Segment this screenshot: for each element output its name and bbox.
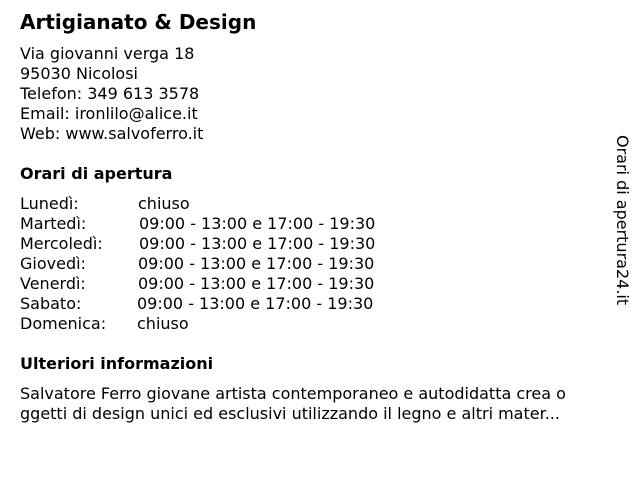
time-value: chiuso xyxy=(137,314,189,333)
email-line: Email: ironlilo@alice.it xyxy=(20,104,198,123)
time-value: 09:00 - 13:00 e 17:00 - 19:30 xyxy=(138,274,375,293)
city-line: 95030 Nicolosi xyxy=(20,64,138,83)
day-label: Venerdì: xyxy=(20,274,86,293)
web-line: Web: www.salvoferro.it xyxy=(20,124,204,143)
opening-hours-heading: Orari di apertura xyxy=(20,164,173,183)
time-value: 09:00 - 13:00 e 17:00 - 19:30 xyxy=(139,234,376,253)
time-value: 09:00 - 13:00 e 17:00 - 19:30 xyxy=(137,294,374,313)
day-label: Martedì: xyxy=(20,214,87,233)
time-value: chiuso xyxy=(138,194,190,213)
description-line: ggetti di design unici ed esclusivi utilizzando il legno e altri mater... xyxy=(20,404,560,423)
site-brand-vertical xyxy=(612,135,632,310)
additional-info-heading: Ulteriori informazioni xyxy=(20,354,214,373)
address-line: Via giovanni verga 18 xyxy=(20,44,195,63)
phone-line: Telefon: 349 613 3578 xyxy=(20,84,200,103)
business-description xyxy=(20,384,620,424)
time-value: 09:00 - 13:00 e 17:00 - 19:30 xyxy=(139,214,376,233)
description-line: Salvatore Ferro giovane artista contemporaneo e autodidatta crea o xyxy=(20,384,566,403)
day-label: Giovedì: xyxy=(20,254,86,273)
site-brand-text: Orari di apertura24.it xyxy=(613,135,632,306)
day-label: Sabato: xyxy=(20,294,82,313)
contact-details xyxy=(20,44,203,144)
day-label: Mercoledì: xyxy=(20,234,103,253)
business-name: Artigianato & Design xyxy=(20,10,257,34)
time-value: 09:00 - 13:00 e 17:00 - 19:30 xyxy=(138,254,375,273)
day-label: Domenica: xyxy=(20,314,107,333)
day-label: Lunedì: xyxy=(20,194,79,213)
